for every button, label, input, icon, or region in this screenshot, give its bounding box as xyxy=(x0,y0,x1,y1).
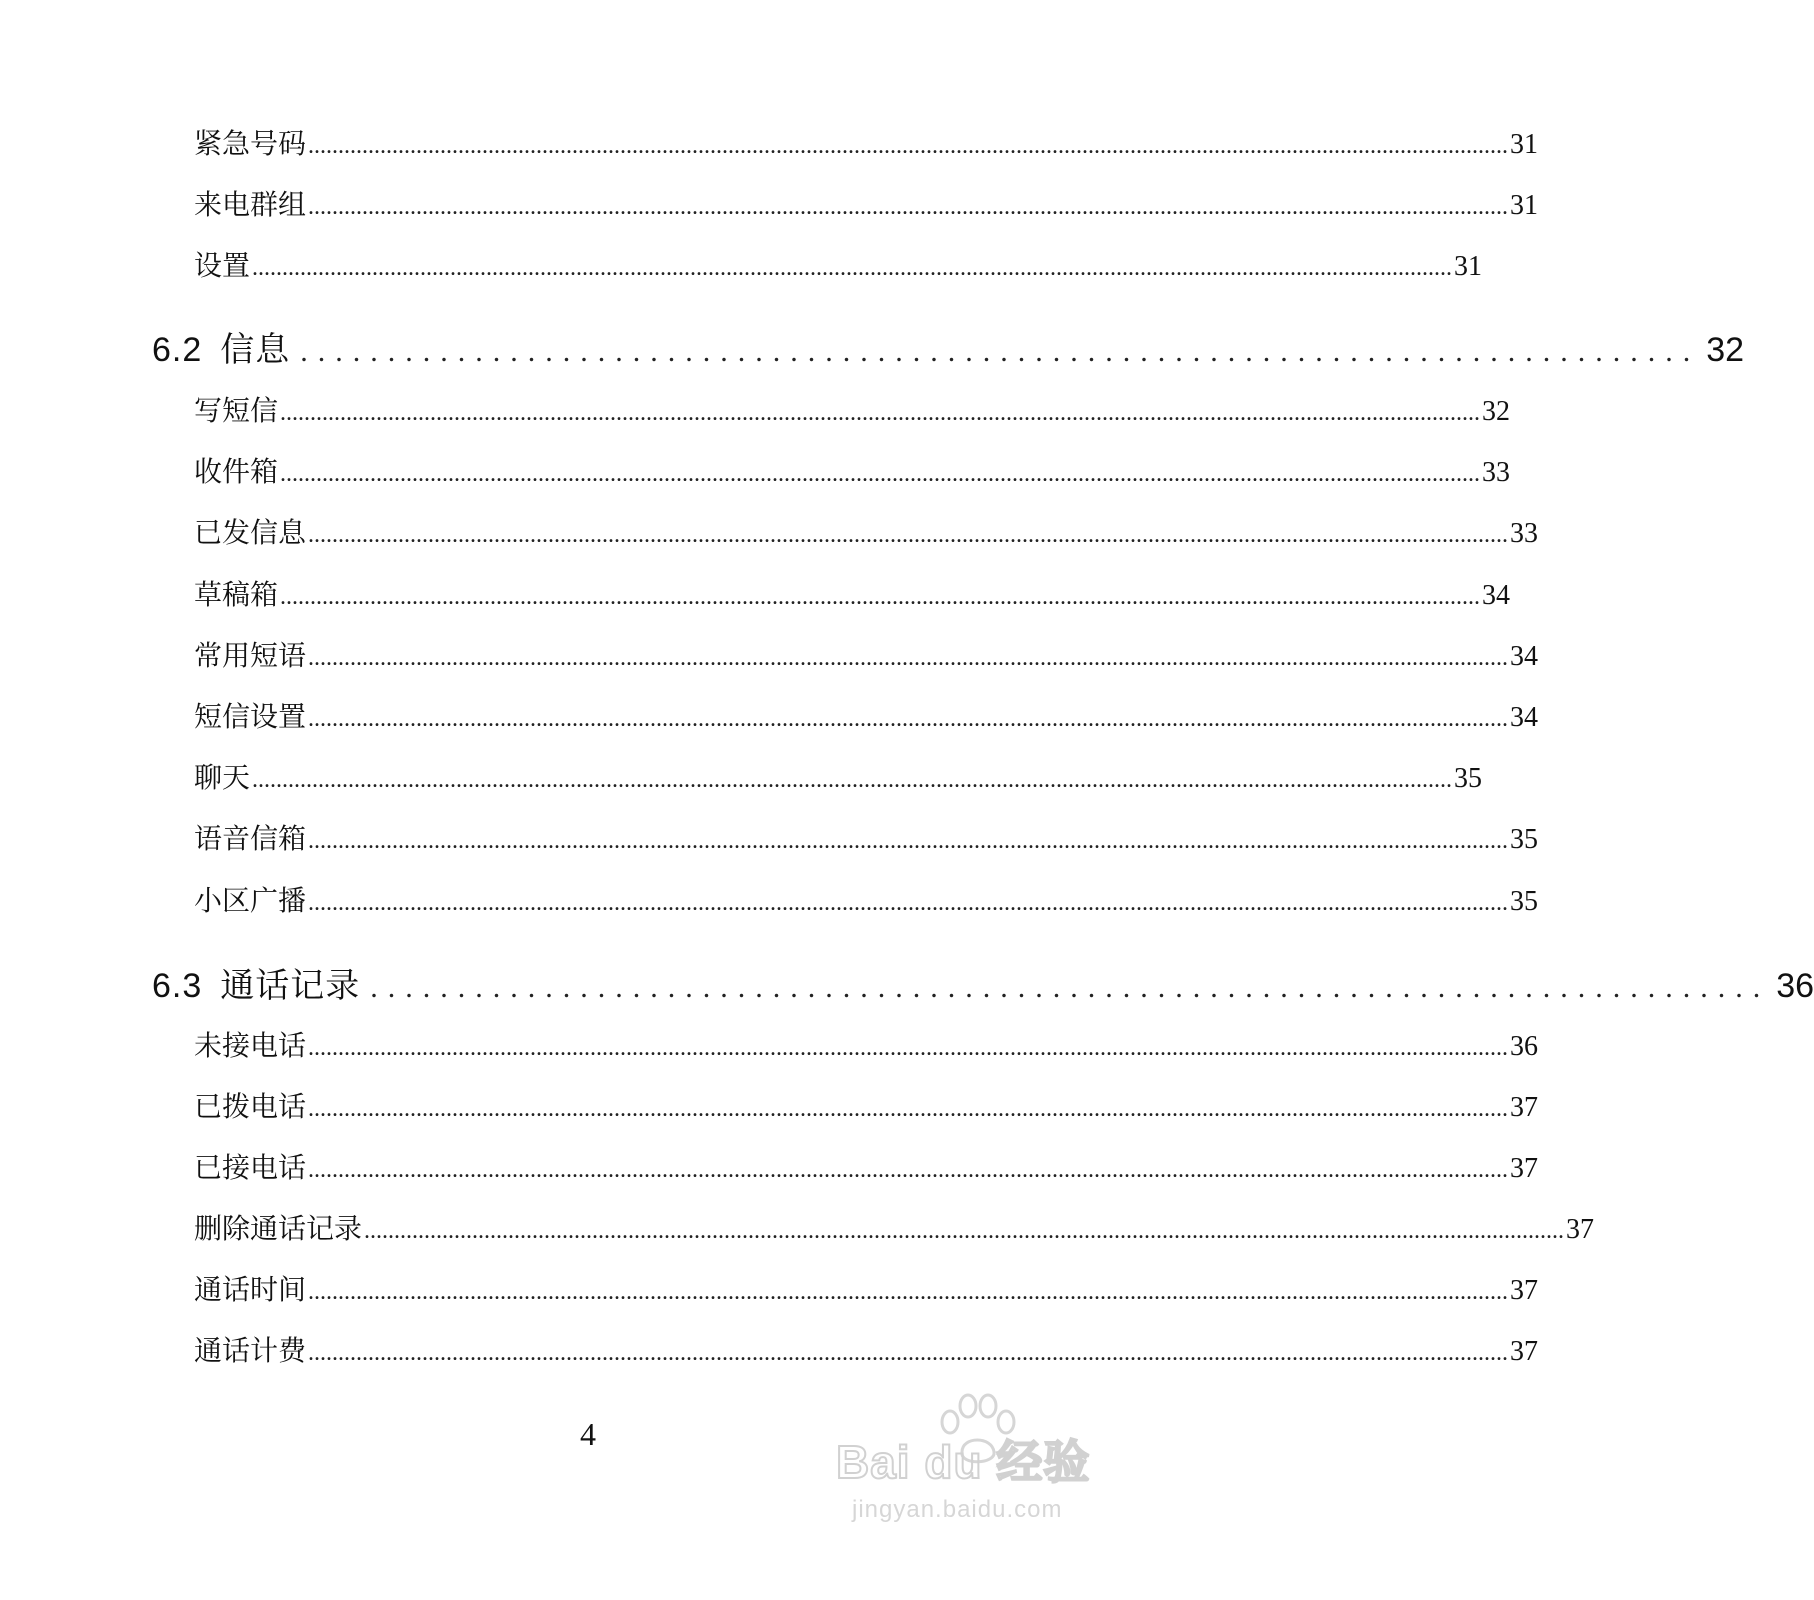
toc-section-title: 通话记录 xyxy=(220,966,361,1006)
toc-entry-label: 已拨电话 xyxy=(194,1090,307,1123)
toc-entry-page: 34 xyxy=(1510,702,1539,733)
toc-dot-leader: ........................................................................................................................................................................................................ xyxy=(308,133,1509,159)
toc-dot-leader: ........................................................................................................................................................................................................ xyxy=(308,1340,1509,1366)
toc-entry-page: 35 xyxy=(1510,886,1539,917)
toc-entry[interactable] xyxy=(194,697,1539,737)
toc-entry-label: 小区广播 xyxy=(194,884,307,917)
toc-entry-page: 36 xyxy=(1510,1031,1539,1062)
toc-dot-leader: ........................................................................................................................................................................................................ xyxy=(308,645,1509,671)
toc-entry[interactable] xyxy=(194,391,1511,431)
baidu-jingyan-watermark xyxy=(836,1392,1136,1542)
toc-entry[interactable] xyxy=(194,881,1539,921)
toc-dot-leader: ........................................................................................................................................................................................................ xyxy=(280,400,1481,426)
toc-entry-page: 33 xyxy=(1510,518,1539,549)
toc-entry-label: 来电群组 xyxy=(194,188,307,221)
toc-section-heading[interactable] xyxy=(152,326,1745,374)
toc-entry[interactable] xyxy=(194,1331,1539,1371)
toc-entry-page: 34 xyxy=(1510,641,1539,672)
toc-section-number: 6.3 xyxy=(152,967,203,1005)
toc-entry-label: 设置 xyxy=(194,249,251,282)
toc-entry[interactable] xyxy=(194,452,1511,492)
toc-section-title: 信息 xyxy=(220,330,291,370)
toc-entry[interactable] xyxy=(194,124,1539,164)
toc-entry-label: 短信设置 xyxy=(194,700,307,733)
toc-dot-leader: ........................................................................................................................................................................................................ xyxy=(308,1157,1509,1183)
toc-section-page: 32 xyxy=(1706,331,1745,369)
toc-entry[interactable] xyxy=(194,1148,1539,1188)
toc-entry[interactable] xyxy=(194,819,1539,859)
toc-entry[interactable] xyxy=(194,1026,1539,1066)
toc-entry[interactable] xyxy=(194,1209,1595,1249)
page-number: 4 xyxy=(580,1416,596,1452)
toc-dot-leader: ........................................................................................................................................................................................................ xyxy=(252,767,1453,793)
toc-entry-label: 已发信息 xyxy=(194,516,307,549)
toc-entry-page: 37 xyxy=(1510,1092,1539,1123)
watermark-url: jingyan.baidu.com xyxy=(852,1496,1063,1523)
toc-dot-leader: ........................................................................................................................................................................................................ xyxy=(252,255,1453,281)
toc-entry-page: 37 xyxy=(1510,1153,1539,1184)
toc-dot-leader: ........................................................................................................................................................................................................ xyxy=(364,1218,1565,1244)
toc-entry-page: 35 xyxy=(1454,763,1483,794)
toc-entry[interactable] xyxy=(194,575,1511,615)
toc-entry[interactable] xyxy=(194,758,1483,798)
toc-entry-page: 31 xyxy=(1454,251,1483,282)
toc-dot-leader: ........................................................................................................................................................................................................ xyxy=(308,522,1509,548)
toc-dot-leader: ........................................................................................................................................................................................................ xyxy=(280,461,1481,487)
toc-entry[interactable] xyxy=(194,185,1539,225)
toc-entry-label: 聊天 xyxy=(194,761,251,794)
toc-entry-label: 紧急号码 xyxy=(194,127,307,160)
toc-entry-label: 通话计费 xyxy=(194,1334,307,1367)
toc-entry-page: 32 xyxy=(1482,396,1511,427)
toc-section-number: 6.2 xyxy=(152,331,203,369)
toc-entry-label: 删除通话记录 xyxy=(194,1212,363,1245)
toc-entry-page: 37 xyxy=(1510,1336,1539,1367)
toc-dot-leader: ........................................................................................................................................................................................................ xyxy=(308,1096,1509,1122)
toc-entry-label: 草稿箱 xyxy=(194,578,279,611)
toc-entry-page: 37 xyxy=(1566,1214,1595,1245)
toc-entry-page: 33 xyxy=(1482,457,1511,488)
toc-section-page: 36 xyxy=(1776,967,1814,1005)
toc-entry[interactable] xyxy=(194,246,1483,286)
toc-entry-page: 31 xyxy=(1510,190,1539,221)
toc-entry-page: 31 xyxy=(1510,129,1539,160)
toc-dot-leader: ........................................................................................................................................................................................................ xyxy=(308,194,1509,220)
toc-dot-leader: ........................................................................................................................................................................................................ xyxy=(308,828,1509,854)
toc-entry-page: 37 xyxy=(1510,1275,1539,1306)
toc-entry-label: 已接电话 xyxy=(194,1151,307,1184)
toc-entry-label: 语音信箱 xyxy=(194,822,307,855)
toc-entry[interactable] xyxy=(194,513,1539,553)
toc-dot-leader: ........................................................................................................................................................................................................ xyxy=(308,890,1509,916)
toc-entry[interactable] xyxy=(194,1270,1539,1310)
toc-entry-label: 写短信 xyxy=(194,394,279,427)
toc-dot-leader: ........................................................................................................................................................................................................ xyxy=(280,584,1481,610)
toc-entry-page: 34 xyxy=(1482,580,1511,611)
toc-entry-page: 35 xyxy=(1510,824,1539,855)
toc-entry-label: 未接电话 xyxy=(194,1029,307,1062)
toc-dot-leader: ........................................................................................................................................................................................................ xyxy=(308,706,1509,732)
toc-entry[interactable] xyxy=(194,1087,1539,1127)
toc-entry-label: 常用短语 xyxy=(194,639,307,672)
toc-entry-label: 通话时间 xyxy=(194,1273,307,1306)
toc-section-heading[interactable] xyxy=(152,962,1814,1010)
toc-dot-leader: ........................................................................................................................................................................................................ xyxy=(308,1035,1509,1061)
toc-dot-leader: ................................................................................ xyxy=(370,971,1771,1004)
toc-dot-leader: ................................................................................ xyxy=(300,335,1701,368)
toc-dot-leader: ........................................................................................................................................................................................................ xyxy=(308,1279,1509,1305)
watermark-logo-text: Bai du 经验 xyxy=(836,1436,1091,1488)
toc-entry-label: 收件箱 xyxy=(194,455,279,488)
toc-entry[interactable] xyxy=(194,636,1539,676)
